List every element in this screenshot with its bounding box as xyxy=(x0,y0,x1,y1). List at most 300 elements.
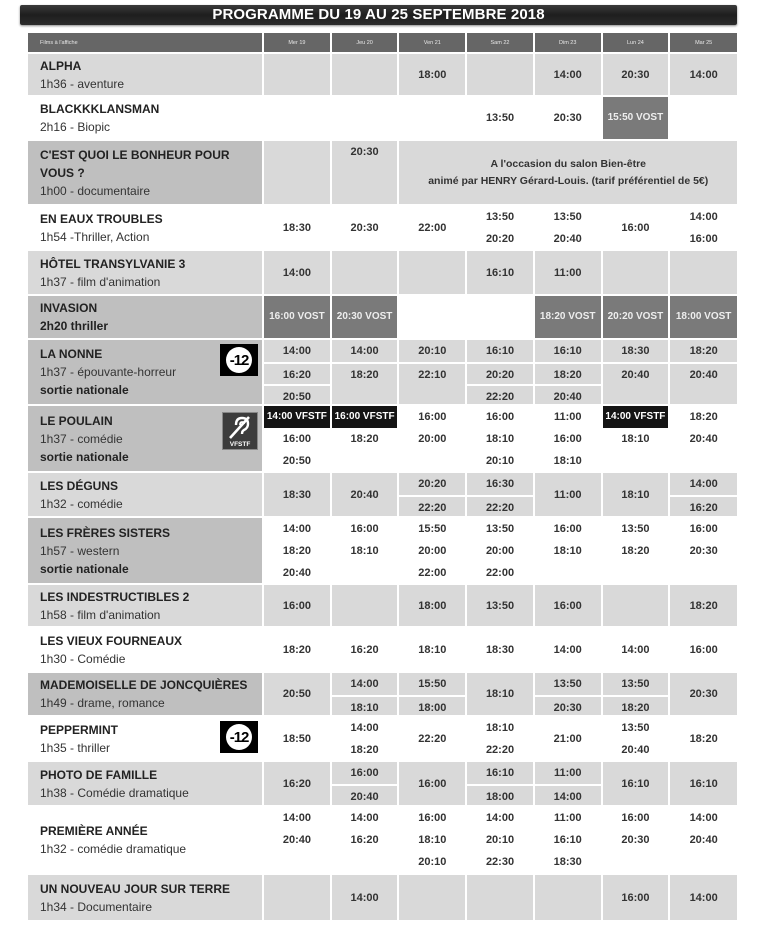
showtime-cell xyxy=(602,405,670,472)
film-title: LE POULAIN xyxy=(40,413,113,428)
showtime: 18:10 xyxy=(350,545,379,557)
film-title: BLACKKKLANSMAN xyxy=(40,102,160,116)
showtime: 22:30 xyxy=(485,856,515,868)
showtime-cell xyxy=(534,205,602,250)
showtime-cell xyxy=(602,96,670,140)
film-info-cell xyxy=(28,716,263,761)
film-row xyxy=(28,472,737,517)
showtime: 14:00 xyxy=(282,266,311,279)
film-row xyxy=(28,96,737,140)
showtime: 20:20 VOST xyxy=(607,311,664,322)
showtime: 16:00 xyxy=(350,523,379,535)
film-meta: 1h37 - épouvante-horreur xyxy=(40,365,177,379)
film-meta: 1h58 - film d'animation xyxy=(40,607,161,622)
film-info-cell xyxy=(28,140,263,205)
showtime: 18:10 xyxy=(553,545,582,557)
showtime: 18:50 xyxy=(282,732,311,745)
showtime-cell xyxy=(331,716,399,761)
showtime-cell xyxy=(602,806,670,874)
showtime-cell xyxy=(263,716,331,761)
showtime: 14:00 xyxy=(535,784,601,806)
showtime-cell xyxy=(398,205,466,250)
showtime: 16:00 xyxy=(553,599,582,612)
showtime-cell xyxy=(331,53,399,96)
film-row xyxy=(28,339,737,405)
showtime-cell xyxy=(331,472,399,517)
showtime-cell xyxy=(466,472,534,517)
showtime-cell xyxy=(466,584,534,627)
showtime-cell xyxy=(669,53,737,96)
showtime: 16:00 xyxy=(553,433,582,445)
film-meta: 1h30 - Comédie xyxy=(40,651,126,666)
film-info-cell xyxy=(28,874,263,920)
film-release-note: sortie nationale xyxy=(40,561,129,576)
showtime: 18:10 xyxy=(485,722,515,734)
showtime: 20:30 xyxy=(535,695,601,717)
showtime: 16:00 xyxy=(553,523,582,535)
showtime-cell xyxy=(669,806,737,874)
film-info-cell xyxy=(28,806,263,874)
showtime-cell xyxy=(263,761,331,806)
film-title: ALPHA xyxy=(40,58,82,73)
showtime: 14:00 xyxy=(689,478,718,490)
showtime: 16:20 xyxy=(350,834,379,846)
film-title: PREMIÈRE ANNÉE xyxy=(40,824,148,838)
showtime: 11:00 xyxy=(553,411,582,423)
showtime: 16:00 xyxy=(621,891,650,904)
showtime-cell xyxy=(398,761,466,806)
showtime: 14:00 xyxy=(689,211,718,223)
showtime: 16:00 xyxy=(689,233,718,245)
showtime-cell xyxy=(398,472,466,517)
film-info-cell xyxy=(28,405,263,472)
showtime-cell xyxy=(669,716,737,761)
column-header-day: Dim 23 xyxy=(534,33,602,53)
showtime: 14:00 xyxy=(282,812,311,824)
film-meta: 1h57 - western xyxy=(40,543,120,558)
showtime: 14:00 xyxy=(350,345,379,357)
film-row xyxy=(28,140,737,205)
showtime-cell xyxy=(398,806,466,874)
showtime: 20:50 xyxy=(282,455,311,467)
film-meta: 1h37 - film d'animation xyxy=(40,274,161,289)
film-meta: 2h20 thriller xyxy=(40,319,109,333)
showtime: 20:30 xyxy=(621,68,650,81)
film-title: INVASION xyxy=(40,301,98,315)
showtime: 20:50 xyxy=(282,688,311,700)
column-header-day: Lun 24 xyxy=(602,33,670,53)
showtime: 20:30 xyxy=(621,834,650,846)
showtime-cell xyxy=(602,761,670,806)
showtime-cell xyxy=(669,339,737,405)
showtime: 16:00 xyxy=(621,812,650,824)
showtime: 16:10 xyxy=(553,834,582,846)
showtime: 14:00 xyxy=(350,891,379,904)
showtime: 22:20 xyxy=(418,732,447,745)
showtime: 16:00 xyxy=(689,523,718,535)
showtime-cell xyxy=(602,250,670,295)
showtime-cell xyxy=(263,472,331,517)
showtime-cell xyxy=(263,339,331,405)
showtime-cell xyxy=(331,874,399,920)
showtime-cell xyxy=(466,53,534,96)
showtime-cell xyxy=(263,405,331,472)
showtime-cell xyxy=(331,761,399,806)
showtime: 22:00 xyxy=(485,567,515,579)
showtime-cell xyxy=(466,874,534,920)
showtime: 22:00 xyxy=(418,221,447,234)
showtime: 16:00 VFSTF xyxy=(332,406,398,428)
showtime: 18:20 xyxy=(332,362,398,384)
showtime-cell xyxy=(331,405,399,472)
age-rating-label: -12 xyxy=(226,347,252,373)
showtime: 16:10 xyxy=(689,777,718,790)
showtime: 16:10 xyxy=(485,767,515,779)
showtime: 20:10 xyxy=(485,834,515,846)
film-meta: 1h54 -Thriller, Action xyxy=(40,229,150,244)
film-row xyxy=(28,716,737,761)
showtime-cell xyxy=(398,96,466,140)
showtime-cell xyxy=(602,716,670,761)
film-info-cell xyxy=(28,761,263,806)
film-info-cell xyxy=(28,96,263,140)
showtime-cell xyxy=(263,53,331,96)
showtime-cell xyxy=(466,96,534,140)
showtime-cell xyxy=(602,584,670,627)
showtime: 20:30 xyxy=(689,688,718,700)
film-info-cell xyxy=(28,53,263,96)
film-meta: 1h32 - comédie xyxy=(40,496,123,511)
film-title: LES VIEUX FOURNEAUX xyxy=(40,633,183,648)
showtime: 16:00 xyxy=(350,767,379,779)
showtime: 14:00 xyxy=(350,812,379,824)
showtime-cell xyxy=(534,761,602,806)
film-info-cell xyxy=(28,205,263,250)
showtime: 18:10 xyxy=(553,455,582,467)
showtime-cell xyxy=(669,250,737,295)
showtime-cell xyxy=(602,472,670,517)
showtime: 22:20 xyxy=(485,744,515,756)
showtime: 20:30 xyxy=(350,221,379,234)
showtime: 22:20 xyxy=(467,384,533,406)
showtime: 20:40 xyxy=(603,362,669,384)
showtime: 11:00 xyxy=(553,812,582,824)
film-title: UN NOUVEAU JOUR SUR TERRE xyxy=(40,881,231,896)
showtime-cell xyxy=(398,584,466,627)
showtime-cell xyxy=(398,517,466,584)
showtime-cell xyxy=(263,295,331,339)
showtime: 13:50 xyxy=(621,722,650,734)
column-header-day: Mer 19 xyxy=(263,33,331,53)
showtime: 18:10 xyxy=(621,433,650,445)
film-row xyxy=(28,627,737,672)
showtime-cell xyxy=(534,250,602,295)
schedule-table xyxy=(28,33,737,920)
film-info-cell xyxy=(28,472,263,517)
showtime-cell xyxy=(534,584,602,627)
showtime: 13:50 xyxy=(621,523,650,535)
showtime: 20:10 xyxy=(418,345,447,357)
showtime-cell xyxy=(263,250,331,295)
showtime: 18:20 xyxy=(535,362,601,384)
showtime: 15:50 xyxy=(418,523,447,535)
showtime: 13:50 xyxy=(621,678,650,690)
showtime: 18:20 xyxy=(282,545,311,557)
showtime-cell xyxy=(466,627,534,672)
showtime: 20:10 xyxy=(418,856,447,868)
showtime-cell xyxy=(669,96,737,140)
showtime: 13:50 xyxy=(485,112,515,124)
showtime-cell xyxy=(669,472,737,517)
column-header-day: Sam 22 xyxy=(466,33,534,53)
film-release-note: sortie nationale xyxy=(40,383,129,397)
showtime-cell xyxy=(331,584,399,627)
showtime-cell xyxy=(602,53,670,96)
showtime: 18:20 xyxy=(603,695,669,717)
showtime-cell xyxy=(398,672,466,716)
showtime: 18:20 xyxy=(689,599,718,612)
showtime-cell xyxy=(398,295,466,339)
programme-title: PROGRAMME DU 19 AU 25 SEPTEMBRE 2018 xyxy=(20,5,737,25)
showtime-cell xyxy=(466,761,534,806)
showtime: 18:10 xyxy=(332,695,398,717)
film-meta: 1h35 - thriller xyxy=(40,740,111,755)
showtime: 20:40 xyxy=(670,362,737,384)
showtime-cell xyxy=(669,205,737,250)
showtime-cell xyxy=(466,672,534,716)
showtime: 14:00 xyxy=(689,68,718,81)
showtime-cell xyxy=(534,806,602,874)
showtime: 11:00 xyxy=(553,266,582,279)
film-row xyxy=(28,672,737,716)
showtime-cell xyxy=(263,874,331,920)
showtime: 13:50 xyxy=(485,599,515,612)
showtime-cell xyxy=(466,405,534,472)
showtime: 15:50 VOST xyxy=(607,112,664,123)
showtime: 18:20 xyxy=(689,732,718,745)
showtime-cell xyxy=(263,672,331,716)
showtime-cell xyxy=(534,517,602,584)
film-title: PEPPERMINT xyxy=(40,722,119,737)
showtime-cell xyxy=(331,295,399,339)
showtime-cell xyxy=(534,716,602,761)
showtime: 18:10 xyxy=(418,834,447,846)
age-rating-12-icon xyxy=(220,344,258,376)
film-meta: 2h16 - Biopic xyxy=(40,120,111,134)
showtime-cell xyxy=(398,627,466,672)
showtime-cell xyxy=(398,716,466,761)
showtime: 14:00 xyxy=(553,643,582,656)
showtime: 20:30 xyxy=(553,112,582,124)
showtime: 14:00 VFSTF xyxy=(264,406,330,428)
showtime: 18:20 xyxy=(282,643,311,656)
showtime: 20:10 xyxy=(485,455,515,467)
showtime: 14:00 xyxy=(350,678,379,690)
showtime: 16:00 xyxy=(689,643,718,656)
showtime: 20:40 xyxy=(689,433,718,445)
showtime: 20:20 xyxy=(485,233,515,245)
showtime: 22:10 xyxy=(399,362,465,384)
age-rating-label: -12 xyxy=(226,724,252,750)
showtime: 20:40 xyxy=(350,488,379,501)
showtime: 13:50 xyxy=(553,211,582,223)
showtime: 14:00 xyxy=(282,345,311,357)
showtime-cell xyxy=(602,517,670,584)
showtime-cell xyxy=(534,295,602,339)
showtime-cell xyxy=(534,339,602,405)
showtime-cell xyxy=(331,140,399,205)
showtime: 13:50 xyxy=(553,678,582,690)
showtime: 18:30 xyxy=(485,643,515,656)
showtime: 11:00 xyxy=(553,488,582,501)
showtime: 13:50 xyxy=(485,211,515,223)
showtime: 16:00 xyxy=(282,433,311,445)
showtime: 16:20 xyxy=(350,643,379,656)
event-note-line: A l'occasion du salon Bien-être xyxy=(490,157,646,170)
film-info-cell xyxy=(28,339,263,405)
showtime-cell xyxy=(534,672,602,716)
film-row xyxy=(28,874,737,920)
showtime-cell xyxy=(398,53,466,96)
film-meta: 1h38 - Comédie dramatique xyxy=(40,785,189,800)
event-note-line: animé par HENRY Gérard-Louis. (tarif préférentiel de 5€) xyxy=(428,174,709,187)
showtime-cell xyxy=(466,295,534,339)
header-row xyxy=(28,33,737,53)
showtime: 18:30 xyxy=(282,221,311,234)
showtime-cell xyxy=(466,205,534,250)
showtime: 18:10 xyxy=(418,643,447,656)
showtime: 22:20 xyxy=(399,495,465,517)
showtime-cell xyxy=(263,517,331,584)
film-row xyxy=(28,295,737,339)
showtime: 20:40 xyxy=(332,784,398,806)
film-meta: 1h32 - comédie dramatique xyxy=(40,842,187,856)
showtime-cell xyxy=(331,339,399,405)
showtime: 16:00 xyxy=(282,599,311,612)
showtime: 14:00 VFSTF xyxy=(603,406,669,428)
showtime: 20:00 xyxy=(418,545,447,557)
film-title: PHOTO DE FAMILLE xyxy=(40,767,158,782)
film-release-note: sortie nationale xyxy=(40,449,129,464)
showtime: 20:00 xyxy=(418,433,447,445)
showtime: 20:20 xyxy=(467,362,533,384)
showtime: 14:00 xyxy=(689,891,718,904)
film-meta: 1h34 - Documentaire xyxy=(40,899,153,914)
showtime-cell xyxy=(263,140,331,205)
showtime-cell xyxy=(263,205,331,250)
showtime-cell xyxy=(263,627,331,672)
showtime-cell xyxy=(466,339,534,405)
showtime-cell xyxy=(602,295,670,339)
showtime-cell xyxy=(398,874,466,920)
showtime: 20:30 VOST xyxy=(336,311,393,322)
showtime-cell xyxy=(669,874,737,920)
showtime-cell xyxy=(466,250,534,295)
showtime-cell xyxy=(466,806,534,874)
showtime-cell xyxy=(331,672,399,716)
showtime-cell xyxy=(669,672,737,716)
showtime-cell xyxy=(602,672,670,716)
showtime-cell xyxy=(534,405,602,472)
film-info-cell xyxy=(28,672,263,716)
film-title: EN EAUX TROUBLES xyxy=(40,211,163,226)
film-info-cell xyxy=(28,627,263,672)
showtime-cell xyxy=(263,96,331,140)
showtime: 13:50 xyxy=(485,523,515,535)
column-header-films: Films à l'affiche xyxy=(28,33,263,53)
showtime: 18:20 xyxy=(621,545,650,557)
showtime: 18:10 xyxy=(485,688,515,700)
film-info-cell xyxy=(28,584,263,627)
film-row xyxy=(28,517,737,584)
showtime-cell xyxy=(331,627,399,672)
showtime-cell xyxy=(466,517,534,584)
film-title: LES DÉGUNS xyxy=(40,478,119,493)
showtime-cell xyxy=(466,716,534,761)
showtime-cell xyxy=(331,205,399,250)
film-title: C'EST QUOI LE BONHEUR POUR VOUS ? xyxy=(40,147,230,180)
showtime-cell xyxy=(669,584,737,627)
showtime: 16:00 VOST xyxy=(269,311,325,322)
film-row xyxy=(28,405,737,472)
showtime: 11:00 xyxy=(553,767,582,779)
showtime: 16:10 xyxy=(485,266,515,279)
showtime: 18:20 VOST xyxy=(539,311,596,322)
showtime-cell xyxy=(331,806,399,874)
showtime: 20:00 xyxy=(485,545,515,557)
showtime: 14:00 xyxy=(621,643,650,656)
film-title: LES FRÈRES SISTERS xyxy=(40,525,171,540)
showtime: 21:00 xyxy=(553,732,582,745)
showtime: 16:20 xyxy=(264,362,330,384)
showtime: 22:00 xyxy=(418,567,447,579)
showtime-cell xyxy=(534,53,602,96)
showtime: 16:20 xyxy=(670,495,737,517)
showtime: 14:00 xyxy=(282,523,311,535)
film-row xyxy=(28,53,737,96)
film-title: MADEMOISELLE DE JONCQUIÈRES xyxy=(40,678,248,692)
showtime: 16:10 xyxy=(553,345,582,357)
film-row xyxy=(28,761,737,806)
showtime: 18:20 xyxy=(689,345,718,357)
showtime: 18:10 xyxy=(485,433,515,445)
film-meta: 1h00 - documentaire xyxy=(40,183,151,198)
showtime: 16:00 xyxy=(418,812,447,824)
showtime-cell xyxy=(669,761,737,806)
film-row xyxy=(28,250,737,295)
showtime: 20:40 xyxy=(553,233,582,245)
showtime-cell xyxy=(398,405,466,472)
column-header-day: Ven 21 xyxy=(398,33,466,53)
showtime: 16:00 xyxy=(485,411,515,423)
showtime: 18:00 VOST xyxy=(675,311,732,322)
showtime: 18:30 xyxy=(282,488,311,501)
showtime: 20:40 xyxy=(282,834,311,846)
showtime: 14:00 xyxy=(485,812,515,824)
age-rating-12-icon xyxy=(220,721,258,753)
showtime-cell xyxy=(669,627,737,672)
showtime: 14:00 xyxy=(689,812,718,824)
showtime: 22:20 xyxy=(467,495,533,517)
showtime-cell xyxy=(602,339,670,405)
showtime-cell xyxy=(331,517,399,584)
showtime: 20:40 xyxy=(689,834,718,846)
showtime: 16:10 xyxy=(621,777,650,790)
showtime-cell xyxy=(331,250,399,295)
showtime-cell xyxy=(669,295,737,339)
film-row xyxy=(28,806,737,874)
showtime-cell xyxy=(534,472,602,517)
